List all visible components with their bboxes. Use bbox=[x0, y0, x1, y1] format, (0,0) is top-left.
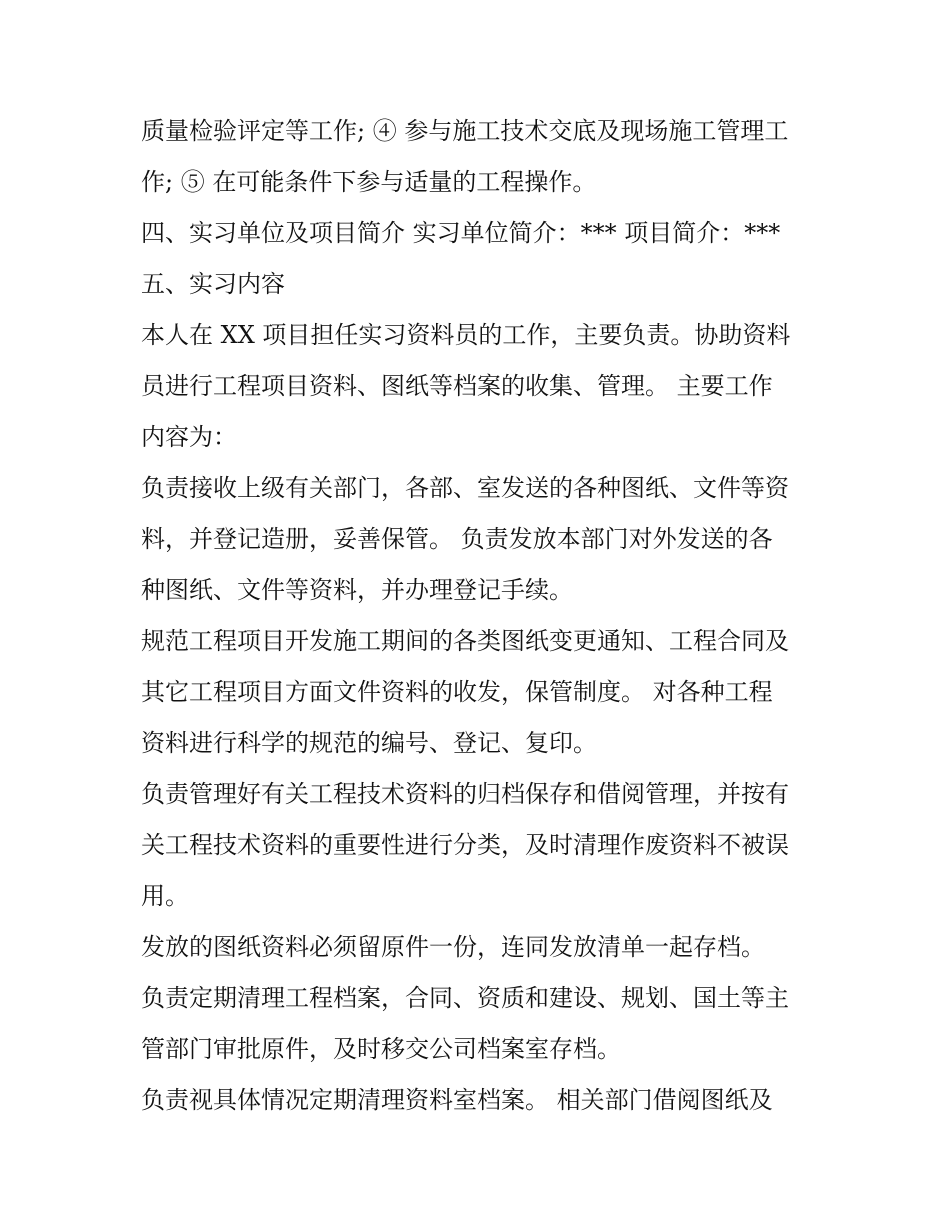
text-line: 规范工程项目开发施工期间的各类图纸变更通知、工程合同及 bbox=[141, 627, 789, 655]
body-text bbox=[141, 106, 821, 1126]
text-line: 其它工程项目方面文件资料的收发，保管制度。 对各种工程 bbox=[141, 678, 773, 706]
section-heading-5: 五、实习内容 bbox=[141, 270, 285, 298]
text-line: 料，并登记造册，妥善保管。 负责发放本部门对外发送的各 bbox=[141, 525, 773, 553]
text-line: 种图纸、文件等资料，并办理登记手续。 bbox=[141, 576, 573, 604]
text-line: 质量检验评定等工作; ④ 参与施工技术交底及现场施工管理工 bbox=[141, 117, 789, 145]
text-line: 内容为： bbox=[141, 423, 237, 451]
section-heading-4: 四、实习单位及项目简介 实习单位简介：*** 项目简介：*** bbox=[141, 219, 781, 247]
text-line: 负责视具体情况定期清理资料室档案。 相关部门借阅图纸及 bbox=[141, 1086, 773, 1114]
text-line: 作; ⑤ 在可能条件下参与适量的工程操作。 bbox=[141, 168, 597, 196]
text-line: 员进行工程项目资料、图纸等档案的收集、管理。 主要工作 bbox=[141, 372, 773, 400]
text-line: 用。 bbox=[141, 882, 189, 910]
text-line: 本人在 XX 项目担任实习资料员的工作，主要负责。协助资料 bbox=[141, 321, 791, 349]
text-line: 负责管理好有关工程技术资料的归档保存和借阅管理，并按有 bbox=[141, 780, 789, 808]
text-line: 资料进行科学的规范的编号、登记、复印。 bbox=[141, 729, 597, 757]
text-line: 发放的图纸资料必须留原件一份，连同发放清单一起存档。 bbox=[141, 933, 765, 961]
text-line: 管部门审批原件，及时移交公司档案室存档。 bbox=[141, 1035, 621, 1063]
text-line: 负责接收上级有关部门，各部、室发送的各种图纸、文件等资 bbox=[141, 474, 789, 502]
text-line: 关工程技术资料的重要性进行分类，及时清理作废资料不被误 bbox=[141, 831, 789, 859]
text-line: 负责定期清理工程档案，合同、资质和建设、规划、国土等主 bbox=[141, 984, 789, 1012]
